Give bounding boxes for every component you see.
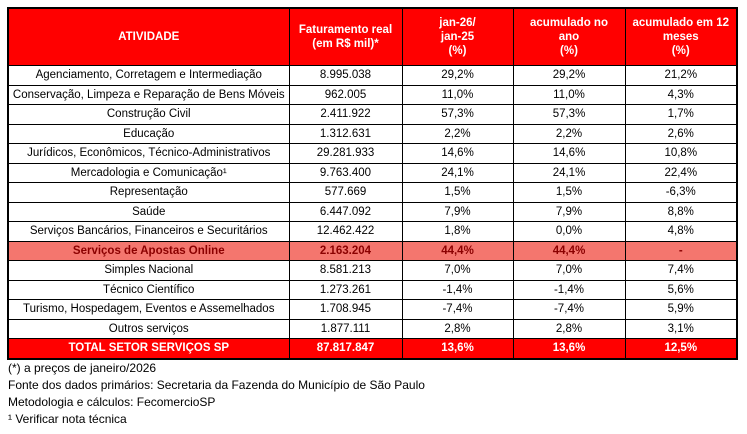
cell-var-12m: 5,6% xyxy=(625,280,737,300)
cell-var-12m: -6,3% xyxy=(625,183,737,203)
cell-var-ano: 7,9% xyxy=(513,202,625,222)
table-row xyxy=(8,183,737,203)
cell-atividade: TOTAL SETOR SERVIÇOS SP xyxy=(8,339,289,359)
cell-var-ano: 2,8% xyxy=(513,319,625,339)
cell-var-ano: 44,4% xyxy=(513,241,625,261)
cell-faturamento: 2.163.204 xyxy=(289,241,402,261)
table-row xyxy=(8,280,737,300)
cell-faturamento: 12.462.422 xyxy=(289,222,402,242)
cell-var-12m: 21,2% xyxy=(625,66,737,86)
cell-var-jan: 29,2% xyxy=(402,66,513,86)
cell-var-jan: 44,4% xyxy=(402,241,513,261)
cell-var-ano: 13,6% xyxy=(513,339,625,359)
header-row xyxy=(8,8,737,66)
cell-faturamento: 962.005 xyxy=(289,85,402,105)
footnote-methodology: Metodologia e cálculos: FecomercioSP xyxy=(8,395,216,409)
header-line: (em R$ mil)* xyxy=(312,38,379,50)
services-revenue-table xyxy=(7,7,738,360)
header-line: ano xyxy=(558,31,580,43)
cell-faturamento: 577.669 xyxy=(289,183,402,203)
cell-var-jan: 11,0% xyxy=(402,85,513,105)
column-header-var-12m xyxy=(625,8,737,66)
cell-atividade: Mercadologia e Comunicação¹ xyxy=(8,163,289,183)
cell-var-ano: 29,2% xyxy=(513,66,625,86)
cell-faturamento: 1.708.945 xyxy=(289,300,402,320)
cell-atividade: Serviços Bancários, Financeiros e Securitários xyxy=(8,222,289,242)
table-row xyxy=(8,124,737,144)
table-row xyxy=(8,144,737,164)
cell-atividade: Construção Civil xyxy=(8,105,289,125)
cell-var-jan: 1,8% xyxy=(402,222,513,242)
cell-faturamento: 8.581.213 xyxy=(289,261,402,281)
cell-atividade: Simples Nacional xyxy=(8,261,289,281)
table-row xyxy=(8,105,737,125)
cell-atividade: Turismo, Hospedagem, Eventos e Assemelhados xyxy=(8,300,289,320)
table-row xyxy=(8,66,737,86)
cell-faturamento: 29.281.933 xyxy=(289,144,402,164)
cell-var-ano: 7,0% xyxy=(513,261,625,281)
cell-var-ano: 14,6% xyxy=(513,144,625,164)
cell-var-jan: 7,0% xyxy=(402,261,513,281)
cell-var-ano: -7,4% xyxy=(513,300,625,320)
header-line: meses xyxy=(662,31,699,43)
cell-var-12m: 4,8% xyxy=(625,222,737,242)
cell-var-ano: 24,1% xyxy=(513,163,625,183)
cell-var-jan: 1,5% xyxy=(402,183,513,203)
cell-faturamento: 6.447.092 xyxy=(289,202,402,222)
cell-var-ano: 1,5% xyxy=(513,183,625,203)
table-body xyxy=(8,66,737,359)
cell-faturamento: 87.817.847 xyxy=(289,339,402,359)
cell-var-ano: 0,0% xyxy=(513,222,625,242)
cell-var-jan: 7,9% xyxy=(402,202,513,222)
table-row xyxy=(8,202,737,222)
header-line: Faturamento real xyxy=(298,24,393,36)
table-header xyxy=(8,8,737,66)
header-line: (%) xyxy=(560,45,578,57)
cell-atividade: Saúde xyxy=(8,202,289,222)
table-row xyxy=(8,85,737,105)
header-line: jan-25 xyxy=(440,31,475,43)
cell-atividade: Outros serviços xyxy=(8,319,289,339)
header-line: acumulado no xyxy=(530,17,608,29)
cell-var-12m: 22,4% xyxy=(625,163,737,183)
cell-var-12m: 4,3% xyxy=(625,85,737,105)
column-header-faturamento xyxy=(289,8,402,66)
header-line: ATIVIDADE xyxy=(118,31,180,43)
cell-var-jan: 2,2% xyxy=(402,124,513,144)
cell-faturamento: 1.877.111 xyxy=(289,319,402,339)
footnote-prices: (*) a preços de janeiro/2026 xyxy=(8,361,157,375)
cell-var-12m: 8,8% xyxy=(625,202,737,222)
cell-faturamento: 8.995.038 xyxy=(289,66,402,86)
cell-var-12m: 3,1% xyxy=(625,319,737,339)
footnotes xyxy=(8,360,425,428)
cell-var-jan: 24,1% xyxy=(402,163,513,183)
column-header-atividade xyxy=(8,8,289,66)
cell-atividade: Educação xyxy=(8,124,289,144)
cell-var-ano: -1,4% xyxy=(513,280,625,300)
cell-var-12m: - xyxy=(625,241,737,261)
table-row xyxy=(8,163,737,183)
header-line: (%) xyxy=(671,45,690,57)
cell-faturamento: 1.312.631 xyxy=(289,124,402,144)
cell-atividade: Agenciamento, Corretagem e Intermediação xyxy=(8,66,289,86)
cell-atividade: Jurídicos, Econômicos, Técnico-Administrativos xyxy=(8,144,289,164)
table-row xyxy=(8,300,737,320)
cell-var-12m: 5,9% xyxy=(625,300,737,320)
header-line: (%) xyxy=(448,45,467,57)
header-line: acumulado em 12 xyxy=(632,17,729,29)
cell-var-jan: 2,8% xyxy=(402,319,513,339)
cell-var-12m: 1,7% xyxy=(625,105,737,125)
cell-var-jan: 14,6% xyxy=(402,144,513,164)
footnote-source: Fonte dos dados primários: Secretaria da Fazenda do Município de São Paulo xyxy=(8,378,425,392)
cell-var-12m: 7,4% xyxy=(625,261,737,281)
table-row xyxy=(8,261,737,281)
cell-var-jan: 13,6% xyxy=(402,339,513,359)
cell-atividade: Conservação, Limpeza e Reparação de Bens Móveis xyxy=(8,85,289,105)
column-header-var-ano xyxy=(513,8,625,66)
cell-faturamento: 9.763.400 xyxy=(289,163,402,183)
cell-var-jan: 57,3% xyxy=(402,105,513,125)
cell-var-jan: -1,4% xyxy=(402,280,513,300)
column-header-var-jan xyxy=(402,8,513,66)
cell-var-ano: 2,2% xyxy=(513,124,625,144)
cell-var-ano: 11,0% xyxy=(513,85,625,105)
cell-atividade: Representação xyxy=(8,183,289,203)
header-line: jan-26/ xyxy=(439,17,476,29)
cell-faturamento: 2.411.922 xyxy=(289,105,402,125)
cell-faturamento: 1.273.261 xyxy=(289,280,402,300)
cell-var-12m: 12,5% xyxy=(625,339,737,359)
cell-var-jan: -7,4% xyxy=(402,300,513,320)
cell-var-12m: 2,6% xyxy=(625,124,737,144)
cell-var-ano: 57,3% xyxy=(513,105,625,125)
cell-atividade: Técnico Científico xyxy=(8,280,289,300)
cell-atividade: Serviços de Apostas Online xyxy=(8,241,289,261)
table-row xyxy=(8,319,737,339)
table-row xyxy=(8,222,737,242)
table-row xyxy=(8,339,737,359)
table-row xyxy=(8,241,737,261)
cell-var-12m: 10,8% xyxy=(625,144,737,164)
footnote-technical-note: ¹ Verificar nota técnica xyxy=(8,412,127,426)
